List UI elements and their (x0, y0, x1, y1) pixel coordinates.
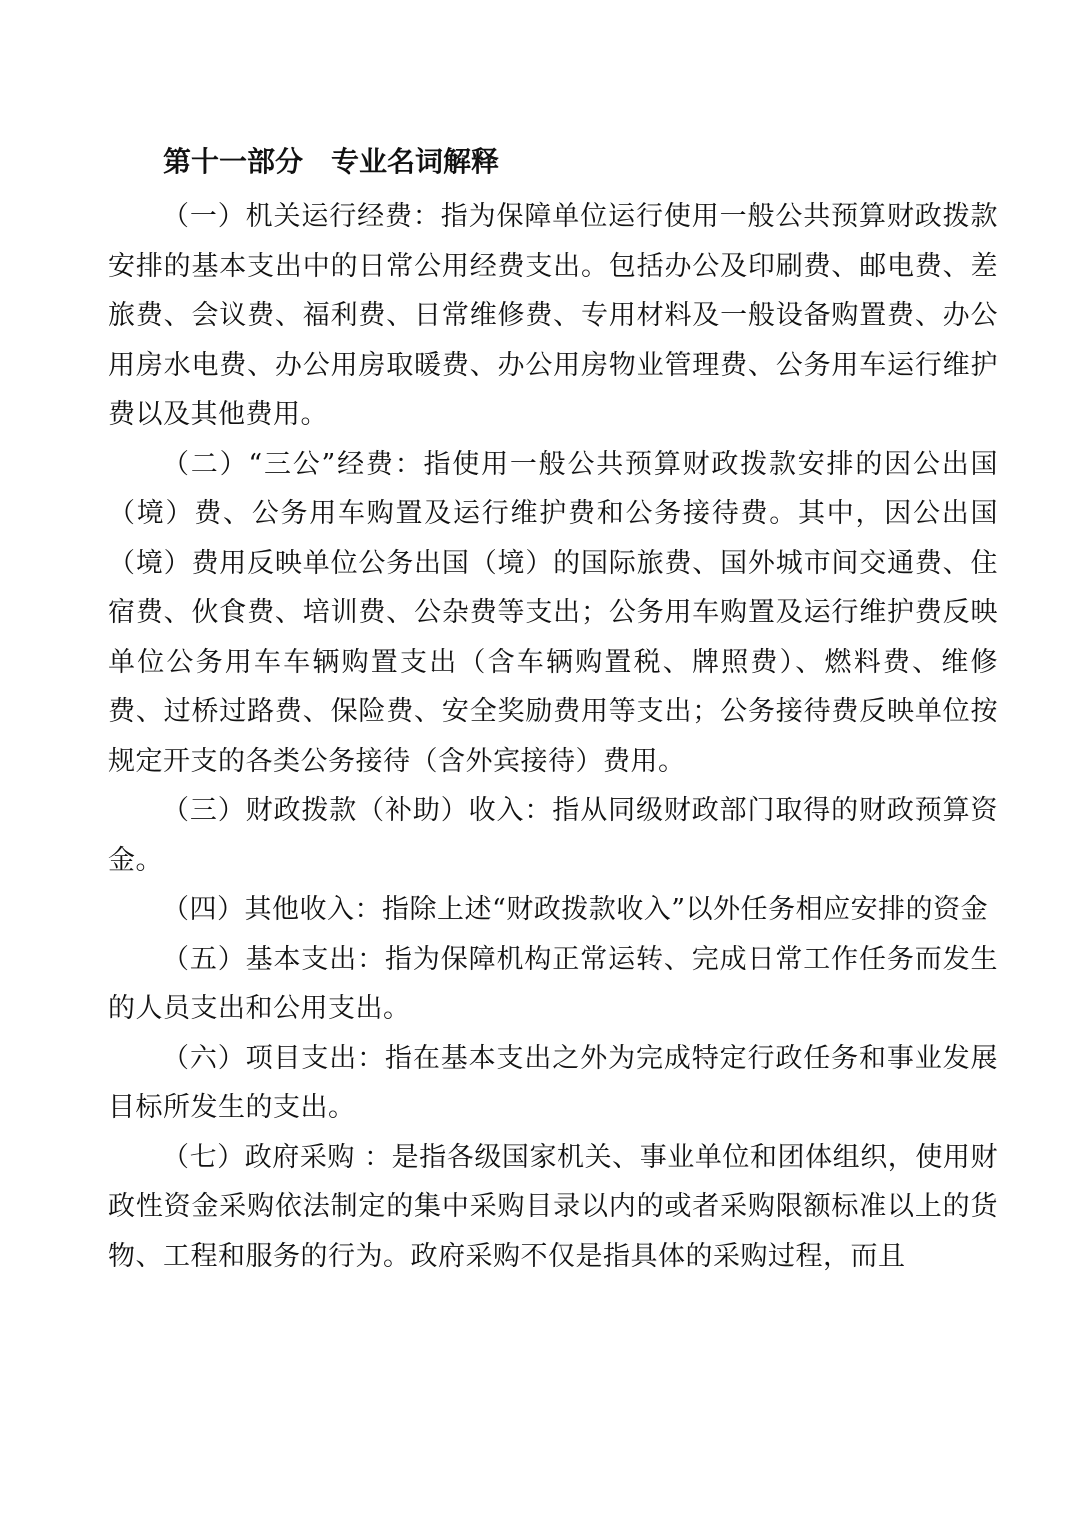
paragraph-fiscal-appropriation-income: （三）财政拨款（补助）收入：指从同级财政部门取得的财政预算资金。 (108, 795, 998, 876)
paragraph-basic-expenditure: （五）基本支出：指为保障机构正常运转、完成日常工作任务而发生的人员支出和公用支出。 (108, 943, 998, 1024)
paragraph-three-public-expenses: （二）“三公”经费：指使用一般公共预算财政拨款安排的因公出国（境）费、公务用车购置及运行维护费和公务接待费。其中，因公出国（境）费用反映单位公务出国（境）的国际旅费、国外城市间交通费、住宿费、伙食费、培训费、公杂费等支出；公务用车购置及运行维护费反映单位公务用车车辆购置支出（含车辆购置税、牌照费）、燃料费、维修费、过桥过路费、保险费、安全奖励费用等支出；公务接待费反映单位按规定开支的各类公务接待（含外宾接待）费用。 (108, 448, 998, 777)
paragraph-government-procurement: （七）政府采购 ：是指各级国家机关、事业单位和团体组织，使用财政性资金采购依法制定的集中采购目录以内的或者采购限额标准以上的货物、工程和服务的行为。政府采购不仅是指具体的采购过程，而且 (108, 1141, 998, 1272)
paragraph-project-expenditure: （六）项目支出：指在基本支出之外为完成特定行政任务和事业发展目标所发生的支出。 (108, 1042, 998, 1123)
paragraph-other-income: （四）其他收入：指除上述“财政拨款收入”以外任务相应安排的资金 (162, 894, 989, 925)
paragraph-operating-expenses: （一）机关运行经费：指为保障单位运行使用一般公共预算财政拨款安排的基本支出中的日常公用经费支出。包括办公及印刷费、邮电费、差旅费、会议费、福利费、日常维修费、专用材料及一般设备购置费、办公用房水电费、办公用房取暖费、办公用房物业管理费、公务用车运行维护费以及其他费用。 (108, 201, 998, 430)
document-body (108, 140, 998, 1281)
section-heading: 第十一部分 专业名词解释 (163, 145, 500, 178)
